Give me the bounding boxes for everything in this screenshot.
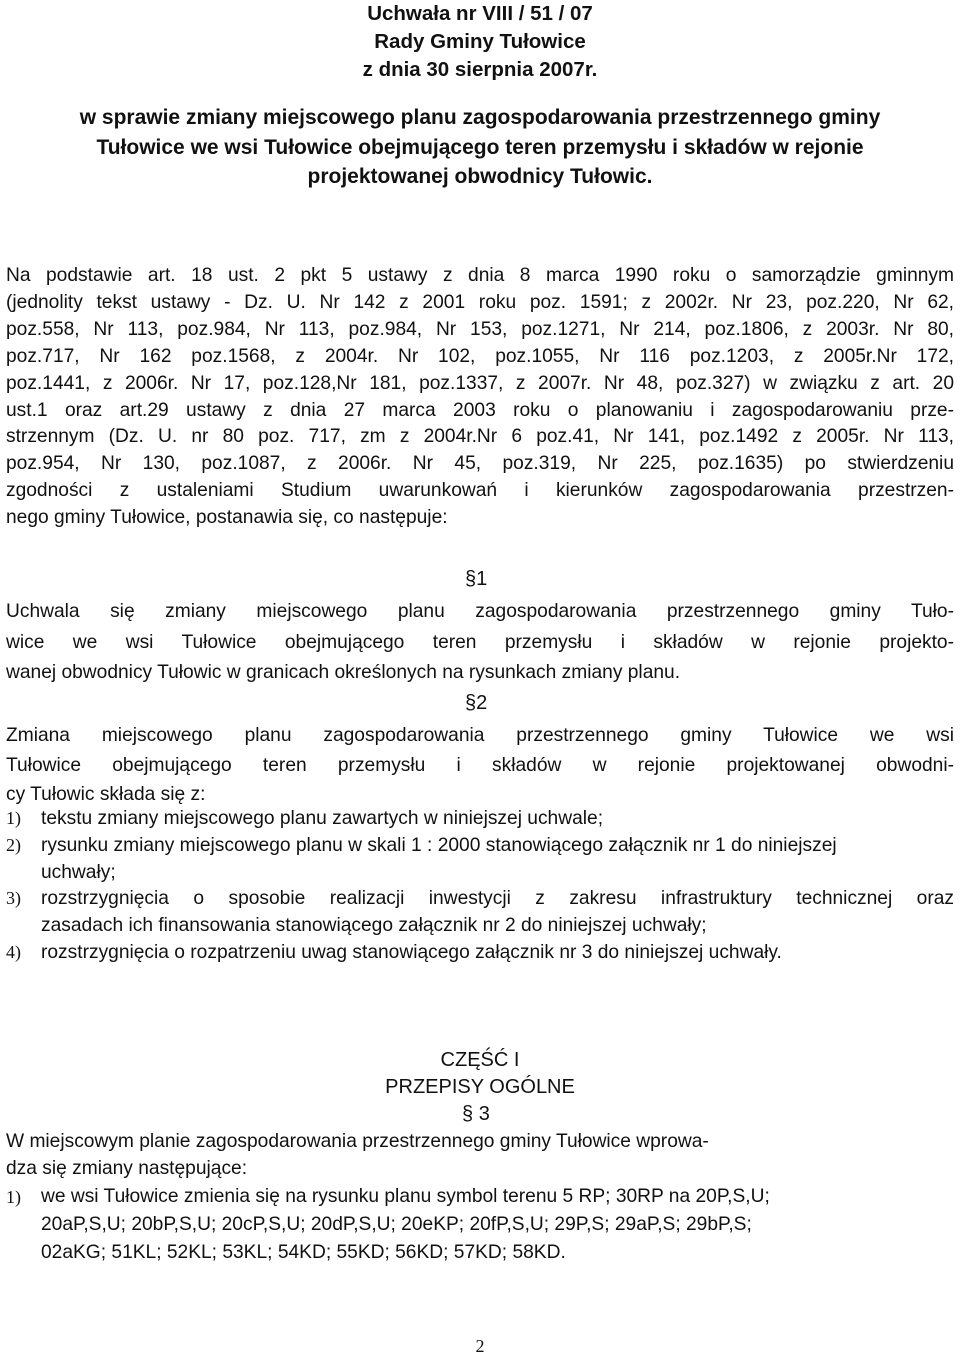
resolution-title: Uchwała nr VIII / 51 / 07: [367, 2, 593, 25]
section-2-text: [6, 721, 954, 810]
section-2-marker: §2: [465, 692, 488, 714]
section-1-line: wanej obwodnicy Tułowic w granicach określonych na rysunkach zmiany planu.: [6, 662, 681, 683]
section-1-line: wice we wsi Tułowice obejmującego teren przemysłu i składów w rejonie projekto-: [6, 631, 954, 653]
section-3-line: W miejscowym planie zagospodarowania przestrzennego gminy Tułowice wprowa-: [6, 1131, 709, 1152]
page-number: 2: [475, 1336, 485, 1356]
section-2-line: Tułowice obejmującego teren przemysłu i składów w rejonie projektowanej obwodni-: [6, 754, 954, 776]
section-1-text: [6, 597, 954, 689]
preamble-line: zgodności z ustaleniami Studium uwarunkowań i kierunków zagospodarowania przestrzen-: [6, 480, 954, 502]
preamble-line: poz.558, Nr 113, poz.984, Nr 113, poz.984, Nr 153, poz.1271, Nr 214, poz.1806, z 2003r. Nr 80,: [6, 318, 954, 340]
preamble-line: poz.954, Nr 130, poz.1087, z 2006r. Nr 45, poz.319, Nr 225, poz.1635) po stwierdzeniu: [6, 453, 954, 475]
section-3-line: dza się zmiany następujące:: [6, 1158, 248, 1179]
section-sign-icon: §: [465, 568, 477, 590]
section-1-line: Uchwala się zmiany miejscowego planu zagospodarowania przestrzennego gminy Tuło-: [6, 601, 954, 622]
section-3-marker: § 3: [462, 1103, 490, 1125]
section-2-line: cy Tułowic składa się z:: [6, 784, 206, 805]
section-3-list: 1) we wsi Tułowice zmienia się na rysunku planu symbol terenu 5 RP; 30RP na 20P,S,U; 20aP,S,U; 20bP,S,U; 20cP,S,U; 20dP,S,U; 20eKP; 20fP,S,U; 29P,S; 29aP,S; 29bP,S; 02aKG; 51KL; 52KL; 53KL; 54KD; 55KD; 56KD; 57KD; 58KD.: [6, 1186, 770, 1263]
preamble-line: poz.717, Nr 162 poz.1568, z 2004r. Nr 102, poz.1055, Nr 116 poz.1203, z 2005r.Nr 172,: [6, 345, 954, 367]
section-sign-icon: §: [462, 1103, 474, 1125]
preamble-line: nego gminy Tułowice, postanawia się, co następuje:: [6, 507, 448, 529]
section-1-marker: §1: [465, 568, 488, 590]
resolution-date: z dnia 30 sierpnia 2007r.: [362, 58, 598, 81]
section-2-line: Zmiana miejscowego planu zagospodarowania przestrzennego gminy Tułowice we wsi: [6, 725, 954, 746]
section-2-list: 1) tekstu zmiany miejscowego planu zawartych w niniejszej uchwale; 2) rysunku zmiany miejscowego planu w skali 1 : 2000 stanowiącego załącznik nr 1 do niniejszej uchwały; 3) rozstrzygnięcia o sposobie realizacji inwestycji z zakresu infrastruktury technicznej oraz zasadach ich finansowania stanowiącego załącznik nr 2 do niniejszej uchwały; 4) rozstrzygnięcia o rozpatrzeniu uwag stanowiącego załącznik nr 3 do niniejszej uchwały.: [6, 808, 954, 963]
preamble-line: Na podstawie art. 18 ust. 2 pkt 5 ustawy z dnia 8 marca 1990 roku o samorządzie gminnym: [6, 265, 954, 286]
section-3-text: [6, 1128, 954, 1182]
subject-line-1: w sprawie zmiany miejscowego planu zagospodarowania przestrzennego gminy: [79, 106, 881, 129]
part-title: CZĘŚĆ I: [440, 1049, 520, 1071]
subject-line-3: projektowanej obwodnicy Tułowic.: [307, 165, 653, 188]
preamble-line: (jednolity tekst ustawy - Dz. U. Nr 142 z 2001 roku poz. 1591; z 2002r. Nr 23, poz.220, Nr 62,: [6, 291, 954, 313]
section-sign-icon: §: [465, 692, 477, 714]
subject-line-2: Tułowice we wsi Tułowice obejmującego teren przemysłu i składów w rejonie: [96, 135, 864, 159]
preamble-line: strzennym (Dz. U. nr 80 poz. 717, zm z 2004r.Nr 6 poz.41, Nr 141, poz.1492 z 2005r. Nr 113,: [6, 426, 954, 448]
preamble-line: ust.1 oraz art.29 ustawy z dnia 27 marca 2003 roku o planowaniu i zagospodarowaniu prze-: [6, 399, 954, 421]
part-subtitle: PRZEPISY OGÓLNE: [385, 1076, 575, 1098]
council-name: Rady Gminy Tułowice: [374, 30, 586, 53]
preamble: [6, 263, 954, 532]
preamble-line: poz.1441, z 2006r. Nr 17, poz.128,Nr 181, poz.1337, z 2007r. Nr 48, poz.327) w związku z art. 20: [6, 372, 954, 394]
